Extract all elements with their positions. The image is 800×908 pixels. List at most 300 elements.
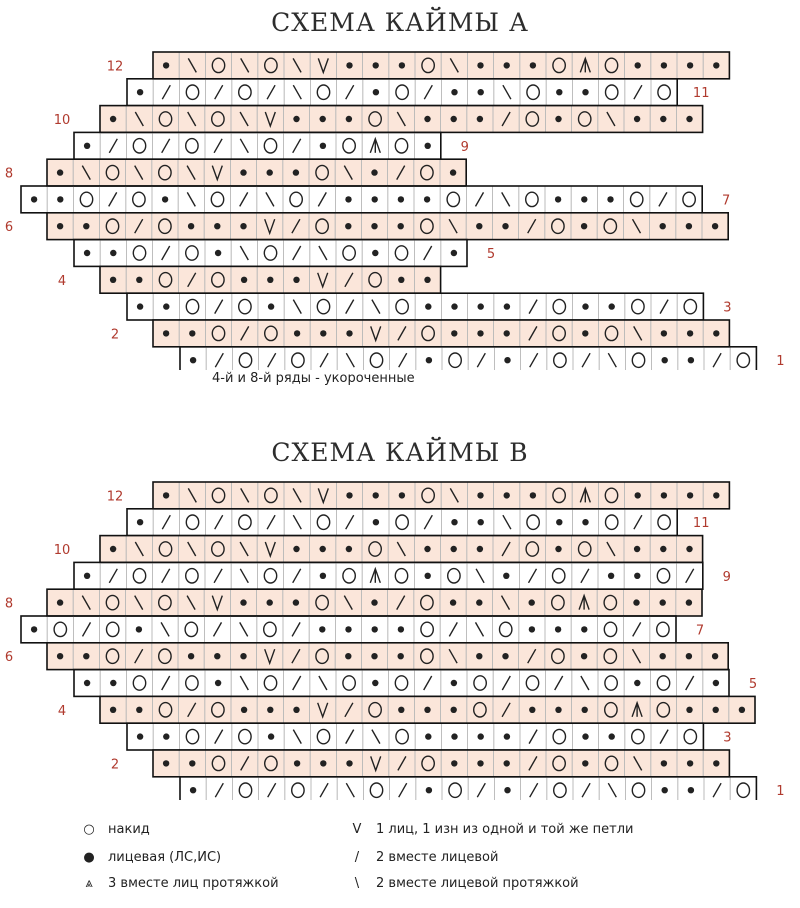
knit-stitch: [739, 707, 745, 713]
grid-cell: [650, 616, 676, 643]
row-number: 11: [692, 516, 710, 532]
k2tog-stitch: [293, 569, 301, 583]
k2tog-stitch: [214, 622, 222, 636]
knit-stitch: [477, 760, 483, 766]
knit-stitch: [687, 492, 693, 498]
knit-stitch: [241, 707, 247, 713]
knit-stitch: [581, 626, 587, 632]
row-number: 9: [722, 569, 731, 585]
yarn-over-stitch: [605, 676, 617, 690]
knit-stitch: [293, 546, 299, 552]
knit-stitch: [346, 546, 352, 552]
grid-cell: [178, 616, 204, 643]
grid-cell: [650, 562, 676, 589]
k2tog-stitch: [424, 676, 432, 690]
row-number: 6: [4, 220, 14, 236]
knit-stitch: [189, 760, 195, 766]
yarn-over-stitch: [449, 783, 461, 797]
knit-stitch: [634, 546, 640, 552]
knit-stitch: [582, 760, 588, 766]
grid-cell: [650, 670, 676, 697]
chart-b-title: СХЕМА КАЙМЫ В: [271, 438, 529, 467]
grid-cell: [232, 723, 258, 750]
grid-cell: [47, 616, 73, 643]
ssk-stitch: [581, 676, 589, 690]
knit-stitch: [688, 787, 694, 793]
grid-cell: [232, 777, 258, 800]
legend-kp-label: 1 лиц, 1 изн из одной и той же петли: [376, 822, 634, 837]
grid-cell: [441, 562, 467, 589]
knit-stitch: [31, 626, 37, 632]
k2tog-stitch: [162, 515, 170, 529]
knit-stitch: [83, 653, 89, 659]
legend-yo: [78, 822, 150, 837]
knit-stitch: [713, 707, 719, 713]
knit-stitch: [267, 599, 273, 605]
knit-stitch: [398, 626, 404, 632]
knit-stitch: [294, 760, 300, 766]
slash-right-icon: /: [354, 850, 360, 865]
knit-stitch: [84, 680, 90, 686]
yarn-over-stitch: [239, 515, 251, 529]
grid-cell: [179, 562, 205, 589]
legend-k2l: [346, 876, 579, 891]
knit-stitch: [530, 492, 536, 498]
knit-stitch: [451, 546, 457, 552]
grid-cell: [546, 562, 572, 589]
knit-stitch: [477, 492, 483, 498]
yarn-over-stitch: [657, 569, 669, 583]
knit-stitch: [609, 733, 615, 739]
k2tog-stitch: [660, 730, 668, 744]
k2tog-stitch: [530, 783, 538, 797]
grid-cell: [597, 616, 623, 643]
knit-stitch: [504, 760, 510, 766]
yarn-over-icon: ○: [83, 822, 95, 837]
yarn-over-stitch: [133, 569, 145, 583]
knit-stitch: [660, 546, 666, 552]
k2tog-stitch: [109, 569, 117, 583]
knit-stitch: [345, 653, 351, 659]
yarn-over-stitch: [604, 622, 616, 636]
yarn-over-stitch: [500, 622, 512, 636]
yarn-over-stitch: [317, 515, 329, 529]
v-increase-icon: V: [352, 822, 362, 837]
grid-cell: [520, 509, 546, 536]
yarn-over-stitch: [421, 622, 433, 636]
knit-stitch: [320, 573, 326, 579]
grid-cell: [704, 777, 730, 800]
legend-k2r: [346, 850, 498, 865]
knit-stitch: [319, 626, 325, 632]
knit-stitch: [214, 653, 220, 659]
grid-cell: [285, 777, 311, 800]
ssk-stitch: [293, 515, 301, 529]
k2tog-stitch: [162, 569, 170, 583]
ssk-stitch: [476, 569, 484, 583]
row-number: 11: [692, 86, 710, 102]
k2tog-stitch: [713, 783, 721, 797]
k2tog-stitch: [215, 730, 223, 744]
grid-cell: [573, 777, 599, 800]
k2tog-stitch: [686, 676, 694, 690]
yarn-over-stitch: [239, 729, 251, 743]
yarn-over-stitch: [553, 569, 565, 583]
knit-stitch: [660, 599, 666, 605]
knit-stitch: [478, 733, 484, 739]
knit-stitch: [267, 707, 273, 713]
grid-cell: [467, 670, 493, 697]
yarn-over-stitch: [185, 622, 197, 636]
grid-cell: [468, 777, 494, 800]
knit-stitch: [713, 680, 719, 686]
knit-stitch: [634, 680, 640, 686]
grid-cell: [599, 509, 625, 536]
knit-stitch: [529, 599, 535, 605]
knit-stitch: [555, 707, 561, 713]
k2tog-stitch: [268, 783, 276, 797]
k2tog-stitch: [346, 515, 354, 529]
knit-stitch: [555, 626, 561, 632]
k2tog-stitch: [215, 783, 223, 797]
knit-stitch: [476, 653, 482, 659]
knit-stitch: [215, 680, 221, 686]
knit-stitch: [346, 492, 352, 498]
row-number: 1: [776, 784, 785, 800]
k2tog-stitch: [686, 569, 694, 583]
knit-stitch: [555, 546, 561, 552]
knit-stitch: [686, 546, 692, 552]
knit-stitch: [240, 599, 246, 605]
grid-cell: [257, 562, 283, 589]
grid-cell: [257, 616, 283, 643]
grid-cell: [414, 616, 440, 643]
grid-cell: [519, 670, 545, 697]
knit-stitch: [136, 707, 142, 713]
slash-left-icon: \: [354, 876, 360, 891]
knit-stitch: [661, 492, 667, 498]
yarn-over-stitch: [632, 783, 644, 797]
yarn-over-stitch: [606, 515, 618, 529]
ssk-stitch: [503, 515, 511, 529]
knit-dot-icon: ●: [83, 850, 95, 865]
row-number: 7: [722, 193, 731, 209]
legend-yo-label: накид: [108, 822, 150, 837]
knit-stitch: [451, 760, 457, 766]
knit-stitch: [188, 653, 194, 659]
row-number: 12: [106, 59, 124, 75]
knit-stitch: [686, 599, 692, 605]
yarn-over-stitch: [343, 569, 355, 583]
legend-kp: [346, 822, 634, 837]
knit-stitch: [504, 733, 510, 739]
k2tog-stitch: [214, 569, 222, 583]
knit-stitch: [451, 733, 457, 739]
yarn-over-stitch: [264, 676, 276, 690]
grid-cell: [259, 777, 285, 800]
grid-cell: [310, 509, 336, 536]
grid-cell: [493, 616, 519, 643]
ssk-stitch: [240, 622, 248, 636]
knit-stitch: [633, 599, 639, 605]
row-number: 7: [695, 623, 705, 639]
grid-cell: [126, 562, 152, 589]
knit-stitch: [504, 787, 510, 793]
yarn-over-stitch: [264, 622, 276, 636]
knit-stitch: [686, 707, 692, 713]
chart-a-note: 4-й и 8-й ряды - укороченные: [212, 371, 415, 386]
yarn-over-stitch: [448, 569, 460, 583]
k2tog-stitch: [424, 515, 432, 529]
knit-stitch: [320, 546, 326, 552]
ssk-stitch: [476, 622, 484, 636]
grid-cell: [363, 777, 389, 800]
yarn-over-stitch: [186, 569, 198, 583]
grid-cell: [336, 670, 362, 697]
legend-knit-label: лицевая (ЛС,ИС): [108, 850, 222, 865]
knit-stitch: [84, 573, 90, 579]
grid-cell: [547, 777, 573, 800]
knit-stitch: [451, 519, 457, 525]
k3tog-stitch: [370, 569, 380, 583]
grid-cell: [389, 509, 415, 536]
yarn-over-stitch: [395, 569, 407, 583]
knit-stitch: [476, 599, 482, 605]
k2tog-stitch: [449, 622, 457, 636]
knit-stitch: [163, 733, 169, 739]
yarn-over-stitch: [317, 729, 329, 743]
yarn-over-stitch: [737, 783, 749, 797]
grid-cell: [179, 723, 205, 750]
knit-stitch: [137, 519, 143, 525]
knit-stitch: [556, 519, 562, 525]
legend-k2r-label: 2 вместе лицевой: [376, 850, 499, 865]
knit-stitch: [163, 492, 169, 498]
grid-cell: [126, 670, 152, 697]
knit-stitch: [712, 653, 718, 659]
grid-cell: [390, 777, 416, 800]
knit-stitch: [582, 519, 588, 525]
knit-stitch: [503, 573, 509, 579]
knit-stitch: [425, 573, 431, 579]
knit-stitch: [662, 787, 668, 793]
yarn-over-stitch: [553, 729, 565, 743]
knit-stitch: [240, 653, 246, 659]
ssk-stitch: [346, 783, 354, 797]
grid-cell: [599, 777, 625, 800]
knit-stitch: [582, 707, 588, 713]
chart-a-title: СХЕМА КАЙМЫ А: [271, 8, 529, 37]
row-number: 2: [110, 327, 120, 343]
yarn-over-stitch: [186, 729, 198, 743]
knit-stitch: [372, 680, 378, 686]
knit-stitch: [373, 492, 379, 498]
knit-stitch: [581, 653, 587, 659]
knit-stitch: [713, 760, 719, 766]
row-number: 3: [723, 730, 732, 746]
knit-stitch: [398, 653, 404, 659]
k2tog-stitch: [634, 515, 642, 529]
yarn-over-stitch: [526, 676, 538, 690]
knit-stitch: [137, 733, 143, 739]
row-number: 4: [57, 703, 67, 719]
ssk-stitch: [372, 730, 380, 744]
knit-stitch: [634, 573, 640, 579]
ssk-stitch: [161, 622, 169, 636]
knit-stitch: [136, 626, 142, 632]
knit-stitch: [57, 599, 63, 605]
yarn-over-stitch: [54, 622, 66, 636]
knit-stitch: [371, 599, 377, 605]
k2tog-stitch: [399, 783, 407, 797]
knit-stitch: [426, 787, 432, 793]
yarn-over-stitch: [527, 515, 539, 529]
ssk-stitch: [608, 783, 616, 797]
knit-stitch: [110, 707, 116, 713]
k2tog-stitch: [267, 515, 275, 529]
ssk-stitch: [319, 676, 327, 690]
grid-cell: [179, 509, 205, 536]
k2tog-stitch: [83, 622, 91, 636]
knit-stitch: [110, 680, 116, 686]
yarn-over-stitch: [554, 783, 566, 797]
knit-stitch: [687, 760, 693, 766]
grid-cell: [442, 777, 468, 800]
knit-stitch: [371, 653, 377, 659]
yarn-over-stitch: [396, 515, 408, 529]
three-together-icon: ⩓: [85, 876, 93, 891]
grid-cell: [598, 670, 624, 697]
row-number: 2: [110, 757, 120, 773]
legend-k3-label: 3 вместе лиц протяжкой: [108, 876, 279, 891]
yarn-over-stitch: [343, 676, 355, 690]
knit-stitch: [424, 546, 430, 552]
row-number: 1: [776, 354, 785, 370]
row-number: 10: [53, 113, 71, 128]
knit-stitch: [504, 492, 510, 498]
yarn-over-stitch: [186, 515, 198, 529]
k2tog-stitch: [346, 730, 354, 744]
grid-cell: [388, 670, 414, 697]
k2tog-stitch: [502, 676, 510, 690]
grid-cell: [336, 562, 362, 589]
knit-stitch: [529, 707, 535, 713]
grid-cell: [337, 777, 363, 800]
knit-stitch: [320, 760, 326, 766]
knit-stitch: [451, 707, 457, 713]
yarn-over-stitch: [186, 676, 198, 690]
knit-stitch: [478, 519, 484, 525]
row-number: 5: [486, 247, 496, 262]
row-number: 9: [460, 139, 469, 155]
k2tog-stitch: [162, 676, 170, 690]
legend-knit: [78, 850, 221, 865]
yarn-over-stitch: [107, 622, 119, 636]
knit-stitch: [425, 733, 431, 739]
knit-stitch: [660, 653, 666, 659]
ssk-stitch: [293, 730, 301, 744]
knit-stitch: [293, 707, 299, 713]
yarn-over-stitch: [264, 569, 276, 583]
knit-stitch: [529, 626, 535, 632]
row-number: 5: [748, 677, 758, 692]
knit-stitch: [582, 733, 588, 739]
row-number: 4: [57, 273, 67, 289]
yarn-over-stitch: [292, 783, 304, 797]
knit-stitch: [686, 653, 692, 659]
grid-cell: [546, 723, 572, 750]
row-number: 3: [723, 300, 732, 316]
knit-stitch: [477, 546, 483, 552]
row-number: 12: [106, 489, 124, 505]
k2tog-stitch: [582, 783, 590, 797]
grid-cell: [651, 509, 677, 536]
k2tog-stitch: [633, 622, 641, 636]
knit-stitch: [373, 519, 379, 525]
yarn-over-stitch: [239, 783, 251, 797]
yarn-over-stitch: [658, 515, 670, 529]
row-number: 6: [4, 650, 14, 666]
knit-stitch: [190, 787, 196, 793]
k2tog-stitch: [529, 569, 537, 583]
knit-stitch: [713, 492, 719, 498]
k2tog-stitch: [215, 515, 223, 529]
k2tog-stitch: [529, 730, 537, 744]
grid-cell: [232, 509, 258, 536]
ssk-stitch: [240, 676, 248, 690]
yarn-over-stitch: [396, 729, 408, 743]
knit-stitch: [110, 546, 116, 552]
grid-cell: [100, 616, 126, 643]
grid-cell: [677, 723, 703, 750]
knit-stitch: [399, 492, 405, 498]
yarn-over-stitch: [684, 729, 696, 743]
knit-stitch: [451, 680, 457, 686]
grid-cell: [257, 670, 283, 697]
legend-k3: [78, 876, 279, 891]
k2tog-stitch: [555, 676, 563, 690]
knit-stitch: [346, 760, 352, 766]
knit-stitch: [372, 626, 378, 632]
grid-cell: [625, 723, 651, 750]
yarn-over-stitch: [657, 622, 669, 636]
grid-cell: [179, 670, 205, 697]
k2tog-stitch: [292, 622, 300, 636]
knit-stitch: [661, 760, 667, 766]
k2tog-stitch: [293, 676, 301, 690]
knit-stitch: [268, 733, 274, 739]
knit-stitch: [635, 492, 641, 498]
knit-stitch: [163, 760, 169, 766]
knit-stitch: [57, 653, 63, 659]
knit-stitch: [398, 707, 404, 713]
knit-stitch: [293, 599, 299, 605]
yarn-over-stitch: [370, 783, 382, 797]
knit-stitch: [345, 626, 351, 632]
grid-cell: [310, 723, 336, 750]
yarn-over-stitch: [474, 676, 486, 690]
grid-cell: [388, 562, 414, 589]
row-number: 8: [4, 166, 14, 182]
grid-cell: [730, 777, 756, 800]
knit-stitch: [424, 707, 430, 713]
row-number: 8: [4, 596, 14, 612]
legend-k2l-label: 2 вместе лицевой протяжкой: [376, 876, 579, 891]
row-number: 10: [53, 543, 71, 558]
grid-cell: [311, 777, 337, 800]
yarn-over-stitch: [657, 676, 669, 690]
grid-cell: [521, 777, 547, 800]
